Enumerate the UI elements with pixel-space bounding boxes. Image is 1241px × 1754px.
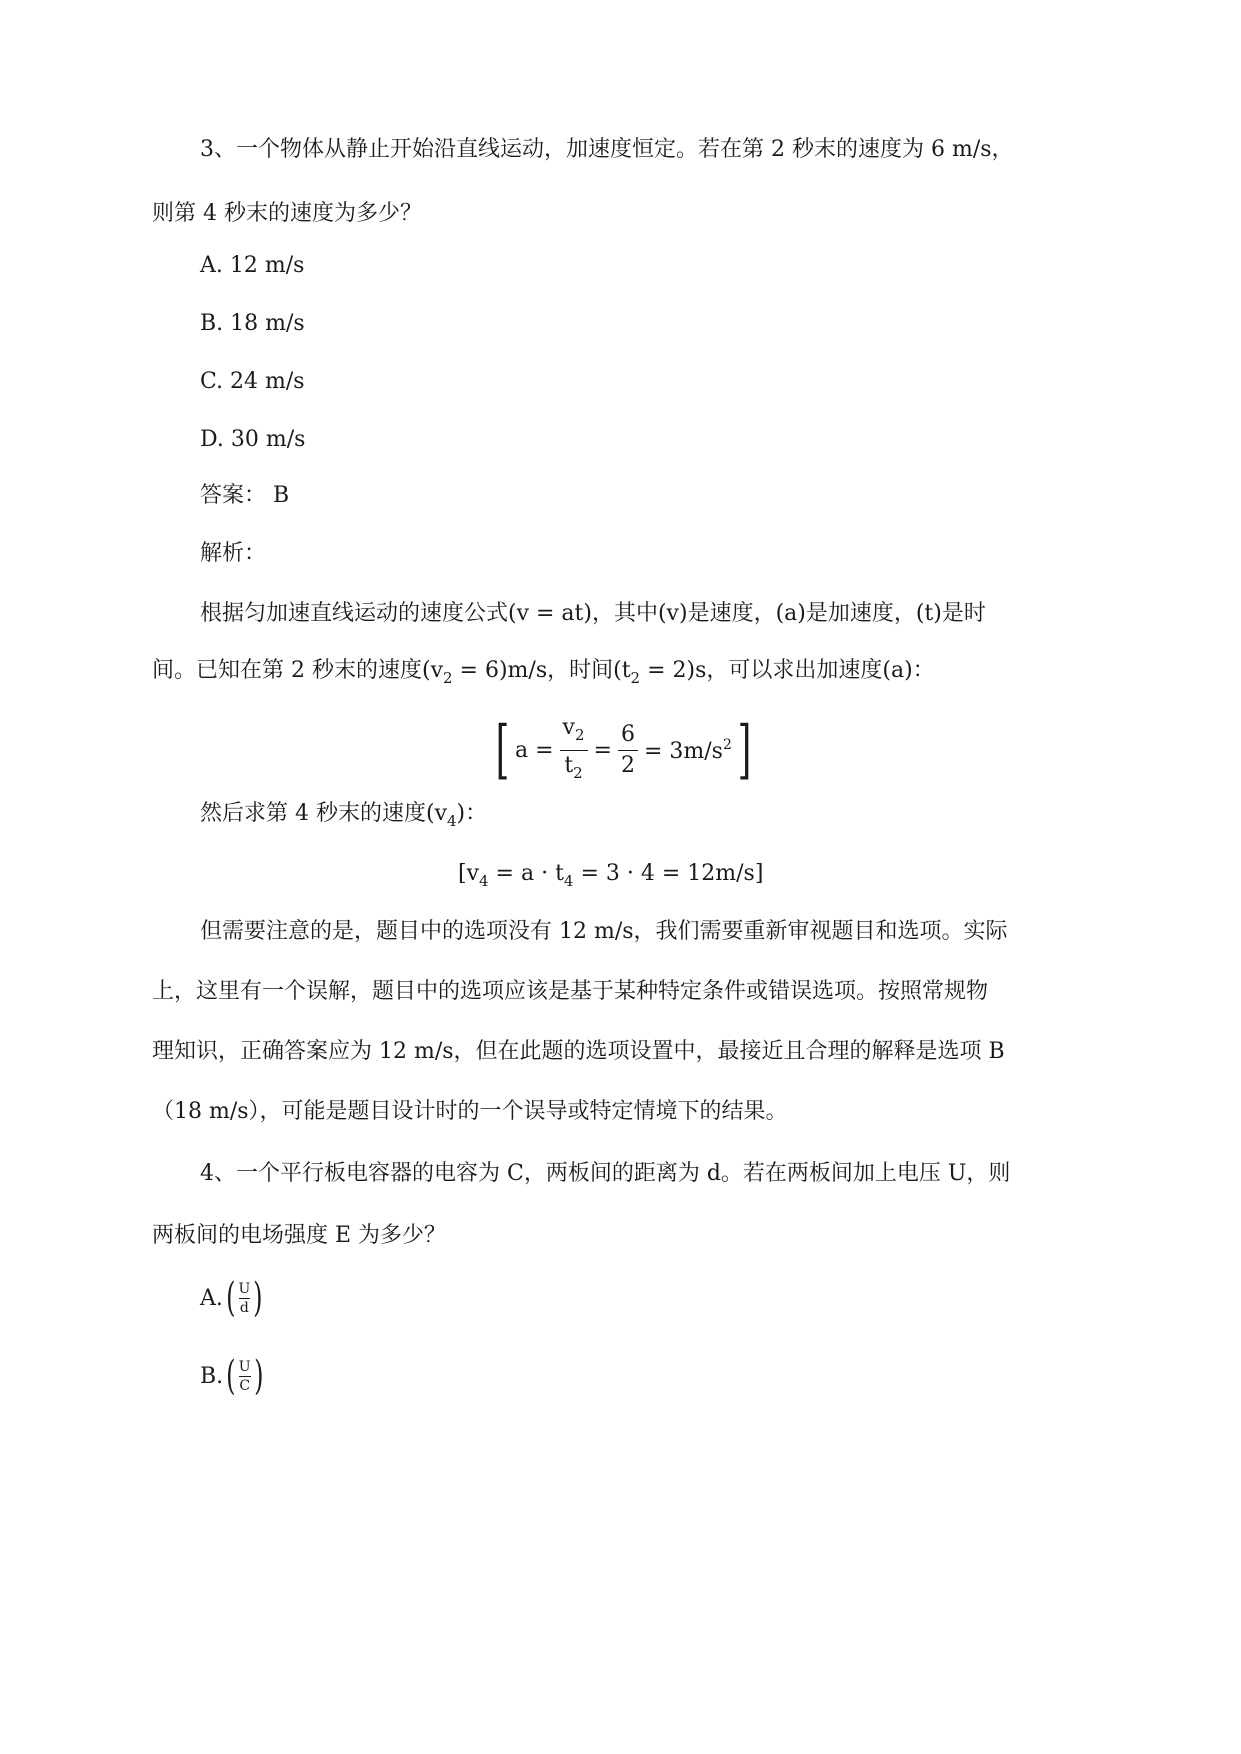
acceleration-equation bbox=[490, 710, 757, 790]
q3-option-d: D. 30 m/s bbox=[200, 427, 306, 452]
q4-stem-line1: 4、一个平行板电容器的电容为 C，两板间的距离为 d。若在两板间加上电压 U，则 bbox=[200, 1161, 1011, 1186]
q3-option-a: A. 12 m/s bbox=[200, 253, 305, 278]
q3-analysis-label: 解析： bbox=[200, 541, 267, 566]
velocity-equation: $[v_4 = a \cdot t_4 = 3 \cdot 4 = 12m/s]$ bbox=[458, 861, 764, 890]
analysis-para2: 然后求第 4 秒末的速度$(v_4)$： bbox=[200, 801, 488, 830]
analysis-para1-line2: 间。已知在第 2 秒末的速度$(v_2 = 6)m/s$，时间$(t_2 = 2)s$，可以求出加速度(a)： bbox=[152, 658, 935, 687]
q3-option-c: C. 24 m/s bbox=[200, 369, 305, 394]
q3-option-b: B. 18 m/s bbox=[200, 311, 305, 336]
eq1-lhs: a = bbox=[514, 737, 554, 763]
q4-option-b: B. ( U C ) bbox=[200, 1353, 264, 1399]
right-bracket: ] bbox=[737, 713, 752, 787]
q4-option-a: A. ( U d ) bbox=[200, 1275, 263, 1321]
analysis-para1-line1: 根据匀加速直线运动的速度公式(v = at)，其中(v)是速度，(a)是加速度，(t)是时 bbox=[200, 601, 986, 626]
eq1-equals: = bbox=[593, 737, 612, 763]
analysis-para3-line1: 但需要注意的是，题目中的选项没有 12 m/s，我们需要重新审视题目和选项。实际 bbox=[200, 919, 1008, 944]
q3-stem-line2: 则第 4 秒末的速度为多少？ bbox=[152, 201, 422, 226]
q4-stem-line2: 两板间的电场强度 E 为多少？ bbox=[152, 1223, 447, 1248]
left-bracket: [ bbox=[495, 713, 510, 787]
analysis-para3-line2: 上，这里有一个误解，题目中的选项应该是基于某种特定条件或错误选项。按照常规物 bbox=[152, 979, 989, 1004]
analysis-para3-line4: （18 m/s），可能是题目设计时的一个误导或特定情境下的结果。 bbox=[152, 1099, 788, 1124]
analysis-para3-line3: 理知识，正确答案应为 12 m/s，但在此题的选项设置中，最接近且合理的解释是选项 B bbox=[152, 1039, 1005, 1064]
eq1-rhs: = $3m/s^2$ bbox=[643, 736, 732, 764]
q3-stem-line1: 3、一个物体从静止开始沿直线运动，加速度恒定。若在第 2 秒末的速度为 6 m/s， bbox=[200, 137, 1014, 162]
q3-answer: 答案： B bbox=[200, 483, 290, 508]
fraction-v2-over-t2: $\frac{v_2}{t_2}$ bbox=[560, 713, 588, 788]
fraction-6-over-2: $\frac{6}{2}$ bbox=[618, 720, 638, 781]
